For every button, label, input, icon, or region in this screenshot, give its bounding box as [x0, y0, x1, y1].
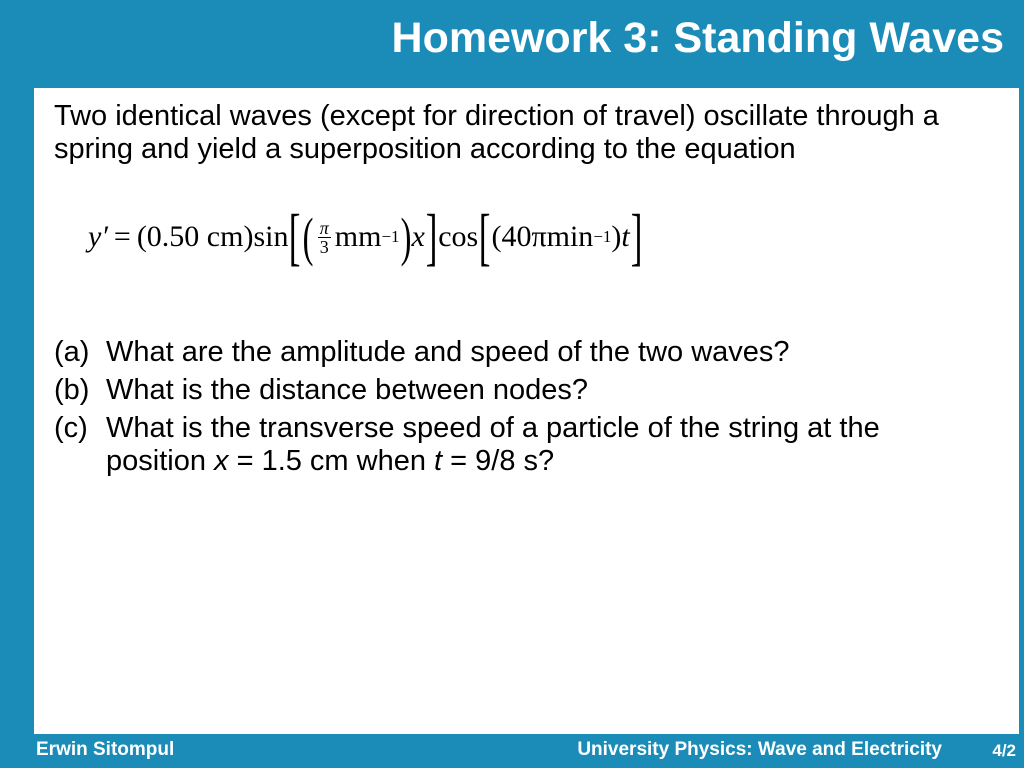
question-item: [54, 374, 974, 407]
page-number: 4/2: [992, 741, 1016, 760]
eq-frac-numerator: π: [319, 217, 329, 238]
eq-fraction: [318, 219, 331, 256]
question-var-x: x: [214, 445, 229, 477]
eq-cos: cos: [438, 220, 479, 253]
question-text: [106, 412, 974, 478]
question-text-part: = 1.5 cm when: [228, 445, 435, 477]
eq-amplitude: (0.50 cm): [136, 220, 254, 253]
eq-arg2: (40π: [491, 220, 547, 253]
eq-var-x: x: [411, 220, 425, 253]
question-label: (c): [54, 412, 88, 444]
wave-equation: y′ = (0.50 cm) sin [ ( $\frac{\pi}{3}$ mm −1 ) x ] cos [ (40π min −1 ) t ]: [88, 201, 643, 272]
question-item: [54, 412, 974, 478]
eq-open-bracket-2: [: [478, 201, 491, 272]
question-label: (b): [54, 374, 90, 406]
question-text: What is the distance between nodes?: [106, 374, 589, 406]
slide-title: Homework 3: Standing Waves: [391, 14, 1004, 62]
question-item: [54, 336, 974, 369]
eq-close-bracket: ]: [425, 201, 438, 272]
slide-content: [34, 88, 1019, 734]
eq-close-paren-2: ): [611, 220, 622, 253]
eq-var-t: t: [621, 220, 630, 253]
eq-frac-denominator: 3: [319, 236, 329, 257]
question-var-t: t: [434, 445, 443, 477]
question-text: What are the amplitude and speed of the two waves?: [106, 336, 790, 368]
eq-sin: sin: [253, 220, 289, 253]
intro-text: Two identical waves (except for direction of travel) oscillate through a spring and yield a superposition according to the equation: [54, 100, 939, 165]
question-label: (a): [54, 336, 90, 368]
eq-lhs: y′: [88, 220, 108, 253]
question-text-part: What is the transverse speed of a particle of the string at the position: [106, 412, 880, 477]
eq-unit-min: min: [546, 220, 594, 253]
footer-course: University Physics: Wave and Electricity: [577, 739, 942, 760]
question-text-part: = 9/8 s?: [442, 445, 555, 477]
eq-open-paren: (: [302, 207, 314, 267]
eq-equals: =: [113, 220, 131, 253]
eq-close-bracket-2: ]: [630, 201, 643, 272]
eq-close-paren: ): [400, 207, 411, 267]
footer-author: Erwin Sitompul: [36, 739, 175, 760]
eq-open-bracket: [: [289, 201, 301, 272]
question-list: [54, 336, 974, 483]
eq-unit-mm: mm: [334, 220, 382, 253]
